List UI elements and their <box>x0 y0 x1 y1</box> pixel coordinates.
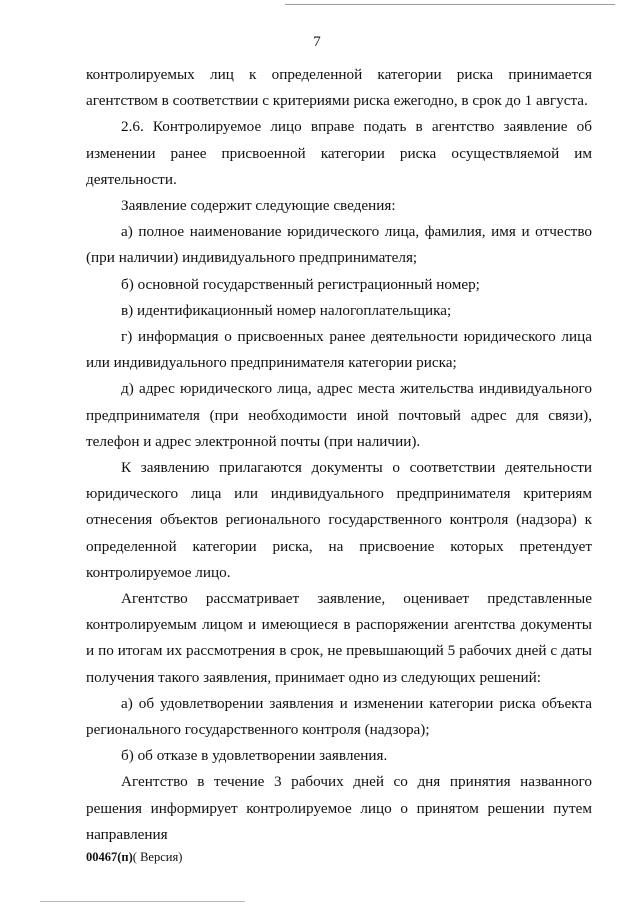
paragraph: в) идентификационный номер налогоплательщика; <box>121 301 452 319</box>
document-version: ( Версия) <box>132 850 183 864</box>
paragraph: Заявление содержит следующие сведения: <box>121 197 396 215</box>
document-body <box>86 62 592 848</box>
paragraph: 2.6. Контролируемое лицо вправе подать в агентство заявление об изменении ранее присвоенной категории риска осуществляемой им деятельности. <box>86 118 592 188</box>
scan-edge-line-bottom <box>40 901 245 902</box>
document-code: 00467(п) <box>86 850 133 864</box>
paragraph: б) основной государственный регистрационный номер; <box>121 275 480 293</box>
scan-edge-line-top <box>285 4 615 5</box>
paragraph: д) адрес юридического лица, адрес места жительства индивидуального предпринимателя (при необходимости иной почтовый адрес для связи), телефон и адрес электронной почты (при наличии). <box>86 380 592 450</box>
paragraph: г) информация о присвоенных ранее деятельности юридического лица или индивидуального предпринимателя категории риска; <box>86 328 592 372</box>
paragraph: а) об удовлетворении заявления и изменении категории риска объекта регионального государственного контроля (надзора); <box>86 694 592 739</box>
paragraph: Агентство рассматривает заявление, оценивает представленные контролируемым лицом и имеющиеся в распоряжении агентства документы и по итогам их рассмотрения в срок, не превышающий 5 рабочих дней с даты получения такого заявления, принимает одно из следующих решений: <box>86 590 592 686</box>
paragraph: б) об отказе в удовлетворении заявления. <box>121 747 388 765</box>
page-number: 7 <box>313 34 321 50</box>
paragraph: а) полное наименование юридического лица, фамилия, имя и отчество (при наличии) индивидуального предпринимателя; <box>86 223 592 267</box>
paragraph: К заявлению прилагаются документы о соответствии деятельности юридического лица или индивидуального предпринимателя критериям отнесения объектов регионального государственного контроля (надзора) к определенной категории риска, на присвоение которых претендует контролируемое лицо. <box>86 459 592 581</box>
document-footer <box>86 850 182 865</box>
paragraph: контролируемых лиц к определенной категории риска принимается агентством в соответствии с критериями риска ежегодно, в срок до 1 августа. <box>86 66 592 110</box>
paragraph: Агентство в течение 3 рабочих дней со дня принятия названного решения информирует контролируемое лицо о принятом решении путем направления <box>86 773 592 843</box>
